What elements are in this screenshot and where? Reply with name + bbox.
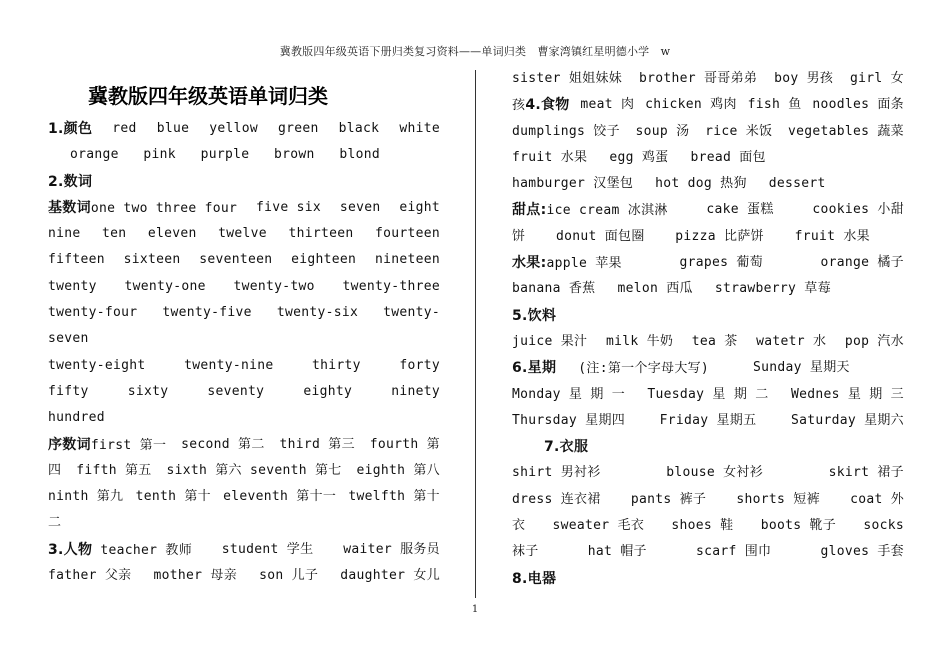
word: 四: [48, 462, 62, 478]
word: sixteen: [123, 252, 181, 268]
word: socks: [863, 518, 904, 534]
section-heading-clothes: 7.衣服: [544, 439, 589, 456]
word: Saturday 星期六: [790, 412, 904, 428]
word: thirteen: [288, 226, 354, 242]
word: meat 肉: [580, 97, 635, 113]
word: five six: [256, 199, 322, 215]
word: second 第二: [181, 436, 265, 452]
vocab-line: [512, 92, 904, 118]
section-heading-people: 3.人物: [48, 541, 93, 558]
word: Thursday 星期四: [512, 412, 626, 428]
word: one two three four: [90, 200, 238, 216]
word: Friday 星期五: [659, 412, 757, 428]
word: pizza 比萨饼: [675, 228, 764, 244]
word: ice cream 冰淇淋: [546, 203, 668, 219]
word: red: [112, 121, 137, 136]
word: fruit 水果: [512, 149, 588, 165]
word: fifth 第五: [76, 462, 152, 478]
vocab-line: [48, 510, 440, 536]
word: Wednes 星 期 三: [790, 386, 904, 402]
word: forty: [399, 357, 440, 373]
word: bread 面包: [690, 149, 766, 165]
word: fifty: [48, 383, 89, 399]
word: blue: [156, 121, 190, 136]
word: twenty-one: [124, 278, 206, 294]
vocab-line: [48, 458, 440, 484]
word: fruit 水果: [794, 228, 870, 244]
word: mother 母亲: [153, 568, 238, 584]
word: shirt 男衬衫: [512, 465, 601, 481]
word: egg 鸡蛋: [609, 149, 669, 165]
word: teacher 教师: [100, 542, 193, 558]
right-column: [512, 66, 904, 592]
word: eight: [399, 199, 440, 215]
word: eleventh 第十一: [223, 489, 337, 505]
word: 孩: [512, 98, 526, 114]
vocab-line: [512, 408, 904, 434]
word: milk 牛奶: [605, 333, 674, 349]
word: fifteen: [48, 252, 105, 268]
vocab-line: [48, 563, 440, 589]
vocab-line: [48, 484, 440, 510]
word: Sunday 星期天: [753, 360, 850, 376]
word: first 第一: [90, 437, 167, 453]
word: hamburger 汉堡包: [512, 176, 634, 192]
vocab-line: [512, 539, 904, 565]
word: pants 裤子: [630, 491, 707, 507]
word: fish 鱼: [747, 97, 802, 113]
word: seven: [48, 331, 89, 347]
word: Monday 星 期 一: [512, 386, 626, 402]
vocab-line: [48, 379, 440, 405]
word: seventy: [207, 383, 265, 399]
vocab-line: [512, 250, 904, 276]
word: sister 姐姐妹妹: [512, 71, 623, 86]
word: cookies 小甜: [812, 202, 904, 218]
vocab-line: [512, 434, 904, 460]
word: Tuesday 星 期 二: [647, 386, 769, 402]
vocab-line: [48, 221, 440, 247]
word: twelve: [218, 226, 267, 242]
subheading-dessert: 甜点:: [512, 202, 547, 219]
word: rice 米饭: [705, 123, 773, 139]
left-column: [48, 66, 440, 589]
vocab-line: [512, 487, 904, 513]
word: twenty-five: [162, 305, 252, 321]
vocab-line: [512, 355, 904, 381]
vocab-line: [48, 353, 440, 379]
word: shorts 短裤: [736, 491, 820, 507]
word: melon 西瓜: [617, 281, 693, 297]
word: apple 苹果: [546, 256, 622, 272]
section-heading-numbers: 2.数词: [48, 173, 93, 190]
word: 衣: [512, 518, 526, 534]
vocab-line: [512, 329, 904, 355]
word: soup 汤: [635, 123, 690, 139]
word: eleven: [147, 226, 197, 242]
word: blond: [339, 147, 380, 163]
word: ninth 第九: [48, 489, 124, 505]
word: donut 面包圈: [555, 228, 645, 244]
page-number: 1: [471, 604, 479, 615]
subheading-ordinal: 序数词: [48, 436, 91, 453]
word: chicken 鸡肉: [645, 97, 737, 113]
word: twenty-eight: [48, 357, 146, 373]
word: fourth 第: [369, 436, 440, 452]
word: hat 帽子: [587, 544, 647, 560]
word: boy 男孩: [774, 71, 834, 86]
vocab-line: [48, 300, 440, 326]
word: yellow: [209, 121, 258, 136]
word: orange 橘子: [820, 255, 904, 271]
word: dress 连衣裙: [512, 491, 601, 507]
word: sweater 毛衣: [552, 518, 645, 534]
vocab-line: [48, 405, 440, 431]
vocab-line: [48, 274, 440, 300]
vocab-line: [48, 537, 440, 563]
word: fourteen: [374, 226, 440, 242]
word: hot dog 热狗: [655, 176, 747, 192]
word: watetr 水: [756, 333, 827, 349]
word: orange: [70, 147, 119, 163]
word: nineteen: [374, 252, 440, 268]
word: eighteen: [291, 252, 357, 268]
word: banana 香蕉: [512, 281, 596, 297]
section-heading-food: 4.食物: [525, 97, 570, 114]
word: purple: [200, 147, 250, 163]
word: father 父亲: [48, 568, 132, 584]
vocab-line: [48, 432, 440, 458]
word: brother 哥哥弟弟: [638, 71, 758, 86]
vocab-line: [48, 247, 440, 273]
subheading-cardinal: 基数词: [48, 199, 91, 216]
word: twenty-three: [342, 278, 440, 294]
vocab-line: [512, 303, 904, 329]
word: white: [399, 121, 440, 136]
vocab-line: [512, 197, 904, 223]
word: nine: [48, 226, 81, 242]
page-header: 冀教版四年级英语下册归类复习资料——单词归类 曹家湾镇红星明德小学 w: [279, 45, 671, 58]
vocab-line: [48, 195, 440, 221]
vocab-line: [48, 116, 440, 142]
word: ten: [102, 226, 127, 242]
word: tea 茶: [691, 333, 738, 349]
word: boots 靴子: [760, 518, 837, 534]
word: son 儿子: [259, 568, 319, 584]
word: seven: [339, 199, 381, 215]
word: twenty-six: [276, 305, 359, 321]
word: 二: [48, 515, 62, 531]
word: twenty-nine: [184, 357, 274, 373]
vocab-line: [48, 326, 440, 352]
word: 袜子: [512, 544, 539, 560]
word: tenth 第十: [135, 489, 211, 505]
word: girl 女: [850, 71, 904, 86]
vocab-line: [512, 145, 904, 171]
word: vegetables 蔬菜: [787, 123, 904, 139]
word: twelfth 第十: [348, 489, 440, 505]
vocab-line: [512, 382, 904, 408]
word: green: [278, 121, 319, 136]
vocab-line: [512, 66, 904, 92]
word: juice 果汁: [512, 333, 588, 349]
word: student 学生: [221, 541, 314, 557]
subheading-fruit: 水果:: [512, 255, 547, 272]
vocab-line: [48, 169, 440, 195]
section-heading-weekdays: 6.星期: [512, 360, 557, 377]
word: pop 汽水: [844, 333, 904, 349]
word: noodles 面条: [812, 97, 904, 113]
word: sixth 第六 seventh 第七: [166, 462, 342, 478]
word: ninety: [391, 383, 440, 399]
word: sixty: [127, 383, 169, 399]
word: brown: [274, 147, 315, 163]
word: scarf 围巾: [695, 544, 772, 560]
vocab-line: [512, 566, 904, 592]
section-heading-drinks: 5.饮料: [512, 307, 557, 324]
word: 饼: [512, 228, 526, 244]
note: (注:第一个字母大写): [578, 361, 710, 377]
section-heading-colors: 1.颜色: [48, 121, 93, 137]
page-title: 冀教版四年级英语单词归类: [88, 84, 328, 108]
word: twenty-two: [233, 278, 315, 294]
vocab-line: [48, 142, 440, 168]
vocab-line: [512, 224, 904, 250]
word: shoes 鞋: [671, 518, 734, 534]
word: daughter 女儿: [340, 568, 440, 584]
word: dumplings 饺子: [512, 123, 620, 139]
word: hundred: [48, 410, 105, 426]
word: waiter 服务员: [343, 541, 440, 557]
word: third 第三: [279, 436, 355, 452]
word: cake 蛋糕: [706, 202, 774, 218]
vocab-line: [512, 119, 904, 145]
word: twenty-: [383, 305, 440, 321]
word: thirty: [312, 357, 361, 373]
vocab-line: [512, 171, 904, 197]
vocab-line: [512, 276, 904, 302]
word: grapes 葡萄: [679, 255, 763, 271]
word: gloves 手套: [820, 544, 904, 560]
word: black: [338, 121, 380, 136]
vocab-line: [512, 513, 904, 539]
word: seventeen: [199, 252, 273, 268]
word: coat 外: [850, 491, 904, 507]
word: twenty-four: [48, 305, 138, 321]
word: dessert: [768, 176, 826, 192]
word: twenty: [48, 278, 97, 294]
word: eighty: [303, 383, 353, 399]
word: skirt 裙子: [828, 465, 904, 481]
word: blouse 女衬衫: [666, 465, 764, 481]
vocab-line: [512, 460, 904, 486]
word: strawberry 草莓: [714, 281, 831, 297]
column-divider: [475, 70, 476, 598]
section-heading-appliances: 8.电器: [512, 570, 557, 587]
word: eighth 第八: [356, 462, 440, 478]
word: pink: [143, 147, 176, 163]
